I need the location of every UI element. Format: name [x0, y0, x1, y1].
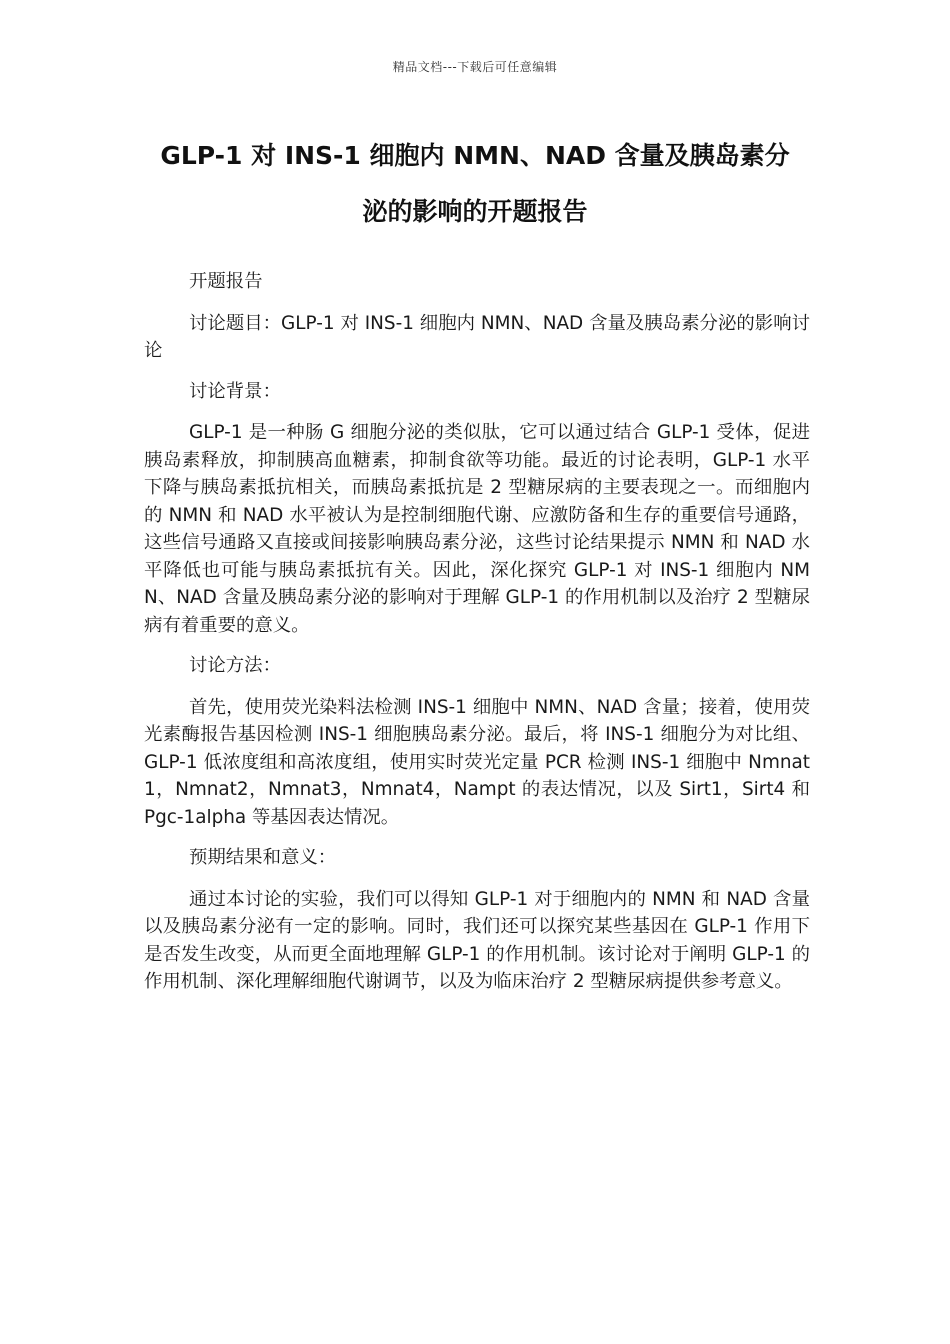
- paragraph-background: GLP-1 是一种肠 G 细胞分泌的类似肽，它可以通过结合 GLP-1 受体，促进胰岛素释放，抑制胰高血糖素，抑制食欲等功能。最近的讨论表明，GLP-1 水平下降与胰岛素抵抗相关，而胰岛素抵抗是 2 型糖尿病的主要表现之一。而细胞内的 NMN 和 NAD 水平被认为是控制细胞代谢、应激防备和生存的重要信号通路，这些信号通路又直接或间接影响胰岛素分泌，这些讨论结果提示 NMN 和 NAD 水平降低也可能与胰岛素抵抗有关。因此，深化探究 GLP-1 对 INS-1 细胞内 NMN、NAD 含量及胰岛素分泌的影响对于理解 GLP-1 的作用机制以及治疗 2 型糖尿病有着重要的意义。: [144, 422, 810, 636]
- paragraph-methods: 首先，使用荧光染料法检测 INS-1 细胞中 NMN、NAD 含量；接着，使用荧光素酶报告基因检测 INS-1 细胞胰岛素分泌。最后，将 INS-1 细胞分为对比组、GLP-1 低浓度组和高浓度组，使用实时荧光定量 PCR 检测 INS-1 细胞中 Nmnat1，Nmnat2，Nmnat3，Nmnat4，Nampt 的表达情况，以及 Sirt1，Sirt4 和 Pgc-1alpha 等基因表达情况。: [144, 696, 810, 828]
- paragraph-background-heading: 讨论背景：: [189, 380, 281, 402]
- title-line-2: 泌的影响的开题报告: [362, 197, 588, 226]
- document-body: [144, 268, 810, 1009]
- paragraph-results: 通过本讨论的实验，我们可以得知 GLP-1 对于细胞内的 NMN 和 NAD 含量以及胰岛素分泌有一定的影响。同时，我们还可以探究某些基因在 GLP-1 作用下是否发生改变，从而更全面地理解 GLP-1 的作用机制。该讨论对于阐明 GLP-1 的作用机制、深化理解细胞代谢调节，以及为临床治疗 2 型糖尿病提供参考意义。: [144, 888, 810, 992]
- paragraph-methods-heading: 讨论方法：: [189, 655, 281, 676]
- paragraph-report-label: 开题报告: [189, 271, 263, 292]
- header-note: 精品文档---下载后可任意编辑: [392, 60, 558, 74]
- paragraph-topic: 讨论题目：GLP-1 对 INS-1 细胞内 NMN、NAD 含量及胰岛素分泌的影响讨论: [144, 312, 810, 361]
- document-title: [140, 128, 810, 240]
- paragraph-results-heading: 预期结果和意义：: [189, 847, 337, 868]
- title-line-1: GLP-1 对 INS-1 细胞内 NMN、NAD 含量及胰岛素分: [160, 141, 790, 170]
